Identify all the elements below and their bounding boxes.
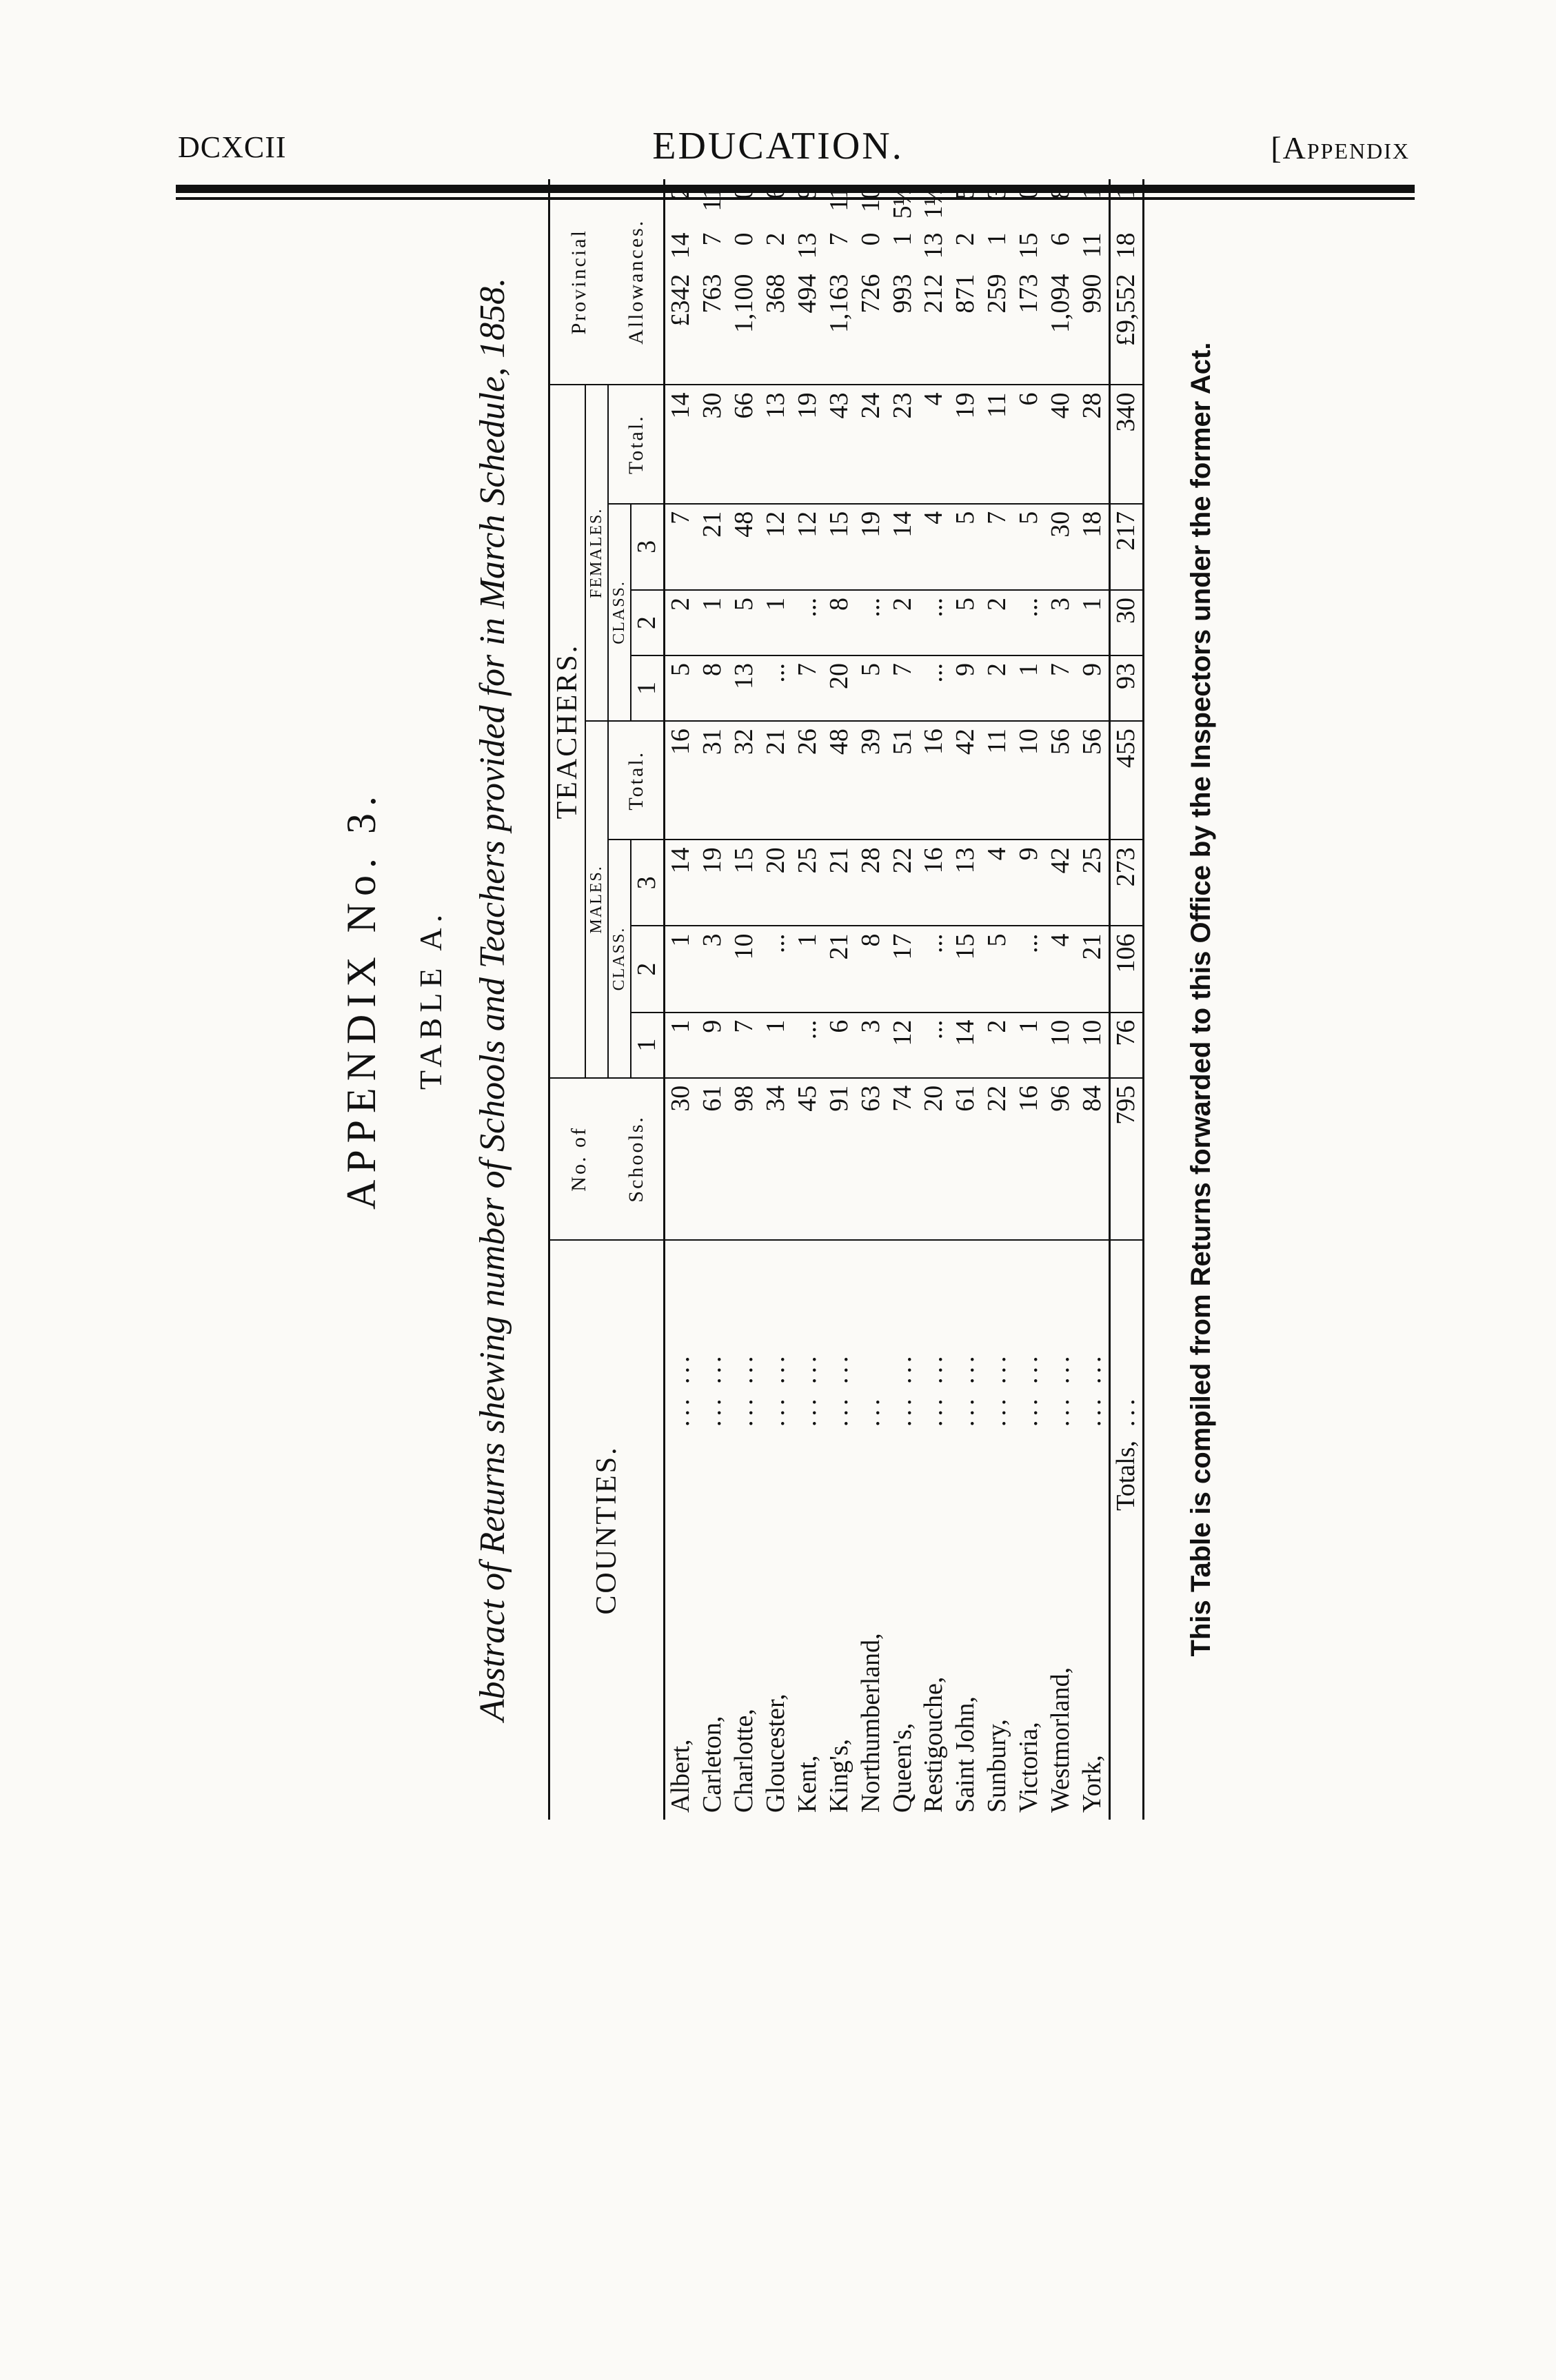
females-class-header: CLASS.	[608, 504, 631, 721]
males-class2-cell: 5	[982, 926, 1013, 1012]
table-row	[887, 179, 919, 1820]
females-class1-cell: 5	[665, 655, 697, 721]
females-class1-cell: ...	[918, 655, 950, 721]
table-row	[824, 179, 856, 1820]
females-class1-cell: 93	[1109, 655, 1143, 721]
females-class1-cell: 1	[1013, 655, 1045, 721]
males-total-cell: 455	[1109, 721, 1143, 840]
county-cell: Totals,	[1109, 1434, 1143, 1820]
females-total-cell: 4	[918, 385, 950, 504]
males-header: MALES.	[585, 721, 608, 1078]
females-class2-cell: 1	[1077, 590, 1109, 655]
males-class1-cell: ...	[792, 1013, 824, 1078]
allowance-pence-cell: 1	[1109, 179, 1143, 226]
allowance-pence-cell: 0	[729, 186, 759, 199]
males-class2-cell: 1	[665, 926, 697, 1012]
males-class2-cell: 17	[887, 926, 919, 1012]
males-class1-cell: 7	[729, 1013, 760, 1078]
females-class-2: 2	[631, 590, 664, 655]
females-header: FEMALES.	[585, 385, 608, 722]
allowance-pence-cell: 11	[698, 186, 727, 212]
schools-cell: 91	[824, 1078, 856, 1240]
females-class1-cell: 5	[856, 655, 887, 721]
males-class1-cell: 2	[982, 1013, 1013, 1078]
allowance-shillings-cell: 7	[698, 232, 727, 246]
males-class3-cell: 22	[887, 840, 919, 926]
females-class1-cell: 7	[792, 655, 824, 721]
allowance-shillings-cell: 6	[1046, 232, 1075, 246]
males-class-header: CLASS.	[608, 840, 631, 1077]
allowance-pounds-cell: 368	[760, 267, 792, 385]
table-row	[792, 179, 824, 1820]
females-class-1: 1	[631, 655, 664, 721]
leader-dots: ... ...	[698, 1352, 727, 1427]
allowance-shillings-cell: 2	[951, 232, 980, 246]
males-total-cell: 16	[918, 721, 950, 840]
males-total-header: Total.	[608, 721, 665, 840]
males-class3-cell: 15	[729, 840, 760, 926]
leader-dots: ... ...	[887, 1352, 917, 1427]
allowance-pounds-cell: £9,552	[1109, 267, 1143, 385]
leader-dots: ... ...	[951, 1352, 980, 1427]
females-class2-cell: 1	[697, 590, 729, 655]
table-row	[982, 179, 1013, 1820]
males-total-cell: 56	[1045, 721, 1077, 840]
county-cell: York,	[1077, 1755, 1107, 1813]
table-row	[950, 179, 982, 1820]
schools-cell: 16	[1013, 1078, 1045, 1240]
males-total-cell: 56	[1077, 721, 1109, 840]
county-cell: Charlotte,	[729, 1709, 759, 1813]
males-class2-cell: 3	[697, 926, 729, 1012]
rotated-table-block	[338, 138, 1255, 1861]
schools-cell: 22	[982, 1078, 1013, 1240]
males-total-cell: 32	[729, 721, 760, 840]
females-class1-cell: 9	[950, 655, 982, 721]
allowance-shillings-cell: 7	[824, 232, 853, 246]
males-total-cell: 26	[792, 721, 824, 840]
males-class2-cell: 15	[950, 926, 982, 1012]
females-class1-cell: 7	[887, 655, 919, 721]
allowance-shillings-cell: 14	[666, 232, 696, 259]
leader-dots: ... ...	[761, 1352, 791, 1427]
allowance-shillings-cell: 13	[919, 232, 949, 259]
males-total-cell: 11	[982, 721, 1013, 840]
allowance-pence-cell: 10	[856, 186, 885, 212]
females-class2-cell: 2	[982, 590, 1013, 655]
males-class1-cell: 10	[1077, 1013, 1109, 1078]
females-class-3: 3	[631, 504, 664, 590]
teachers-header: TEACHERS.	[549, 385, 586, 1078]
table-row	[729, 179, 760, 1820]
table-footnote: This Table is compiled from Returns forwarded to this Office by the Inspectors under the former Act.	[1186, 342, 1216, 1657]
males-class3-cell: 25	[792, 840, 824, 926]
females-class2-cell: 5	[950, 590, 982, 655]
males-total-cell: 10	[1013, 721, 1045, 840]
allowance-shillings-cell: 18	[1109, 226, 1143, 267]
allowance-pounds-cell: 763	[697, 267, 729, 385]
county-cell: Victoria,	[1014, 1722, 1044, 1813]
males-class1-cell: 3	[856, 1013, 887, 1078]
leader-dots: ...	[856, 1394, 885, 1427]
females-class1-cell: 8	[697, 655, 729, 721]
allowance-pounds-cell: 1,163	[824, 267, 856, 385]
leader-dots: ... ...	[1046, 1352, 1075, 1427]
males-class3-cell: 273	[1109, 840, 1143, 926]
females-class3-cell: 12	[760, 504, 792, 590]
allowance-pounds-cell: 990	[1077, 267, 1109, 385]
table-row	[665, 179, 697, 1820]
county-cell: Kent,	[792, 1755, 822, 1813]
females-total-cell: 6	[1013, 385, 1045, 504]
allowance-pence-cell: 8	[1046, 186, 1075, 199]
schools-header-line1: No. of	[549, 1078, 609, 1240]
males-class3-cell: 20	[760, 840, 792, 926]
table-row	[1045, 179, 1077, 1820]
schools-cell: 45	[792, 1078, 824, 1240]
allowance-pence-cell: 0	[1014, 186, 1044, 199]
females-total-cell: 11	[982, 385, 1013, 504]
males-class3-cell: 9	[1013, 840, 1045, 926]
females-total-cell: 19	[792, 385, 824, 504]
females-class2-cell: 8	[824, 590, 856, 655]
allowance-pounds-cell: 494	[792, 267, 824, 385]
males-class1-cell: 1	[665, 1013, 697, 1078]
allowance-shillings-cell: 13	[792, 232, 822, 259]
leader-dots: ... ...	[792, 1352, 822, 1427]
leader-dots: ... ...	[982, 1352, 1012, 1427]
males-class-3: 3	[631, 840, 664, 926]
females-total-cell: 28	[1077, 385, 1109, 504]
schools-header-line2: Schools.	[608, 1078, 665, 1240]
allowance-pounds-cell: 259	[982, 267, 1013, 385]
schools-cell: 20	[918, 1078, 950, 1240]
allowance-pence-cell: 5	[951, 186, 980, 199]
allowance-pounds-cell: 871	[950, 267, 982, 385]
table-body	[665, 179, 1143, 1820]
females-class2-cell: 3	[1045, 590, 1077, 655]
allowance-pounds-cell: 1,094	[1045, 267, 1077, 385]
county-cell: Queen's,	[887, 1722, 917, 1813]
table-row	[856, 179, 887, 1820]
females-class1-cell: 20	[824, 655, 856, 721]
schools-cell: 34	[760, 1078, 792, 1240]
males-class1-cell: ...	[918, 1013, 950, 1078]
females-class1-cell: 13	[729, 655, 760, 721]
females-class3-cell: 5	[950, 504, 982, 590]
males-class3-cell: 28	[856, 840, 887, 926]
counties-header: COUNTIES.	[549, 1240, 665, 1820]
males-class3-cell: 16	[918, 840, 950, 926]
leader-dots: ... ...	[919, 1352, 949, 1427]
county-cell: Sunbury,	[982, 1719, 1012, 1813]
males-class1-cell: 9	[697, 1013, 729, 1078]
table-title: TABLE A.	[413, 908, 448, 1090]
table-row	[1013, 179, 1045, 1820]
leader-dots: ... ...	[824, 1352, 853, 1427]
females-class3-cell: 14	[887, 504, 919, 590]
males-class1-cell: 10	[1045, 1013, 1077, 1078]
schools-teachers-table	[548, 179, 1144, 1820]
allowance-pounds-cell: 212	[918, 267, 950, 385]
leader-dots: ...	[1109, 1240, 1143, 1434]
county-cell: Westmorland,	[1046, 1667, 1075, 1813]
allowance-pounds-cell: 173	[1013, 267, 1045, 385]
females-total-cell: 23	[887, 385, 919, 504]
females-class1-cell: 2	[982, 655, 1013, 721]
females-total-cell: 30	[697, 385, 729, 504]
schools-cell: 74	[887, 1078, 919, 1240]
females-class2-cell: 5	[729, 590, 760, 655]
allowance-pounds-cell: £342	[665, 267, 697, 385]
males-class2-cell: 10	[729, 926, 760, 1012]
males-class-1: 1	[631, 1013, 664, 1078]
schools-cell: 61	[697, 1078, 729, 1240]
females-class2-cell: ...	[918, 590, 950, 655]
county-cell: Restigouche,	[919, 1676, 949, 1813]
schools-cell: 98	[729, 1078, 760, 1240]
county-cell: Northumberland,	[856, 1633, 885, 1813]
totals-row	[1109, 179, 1143, 1820]
schools-cell: 795	[1109, 1078, 1143, 1240]
table-row	[760, 179, 792, 1820]
allowance-pounds-cell: 1,100	[729, 267, 760, 385]
females-total-cell: 43	[824, 385, 856, 504]
leader-dots: ... ...	[1014, 1352, 1044, 1427]
males-class1-cell: 12	[887, 1013, 919, 1078]
males-class1-cell: 1	[1013, 1013, 1045, 1078]
allowance-pence-cell: 9	[792, 186, 822, 199]
males-class3-cell: 19	[697, 840, 729, 926]
allowance-pence-cell: 3	[982, 186, 1012, 199]
males-class2-cell: 21	[824, 926, 856, 1012]
females-total-cell: 19	[950, 385, 982, 504]
males-class3-cell: 4	[982, 840, 1013, 926]
males-class3-cell: 14	[665, 840, 697, 926]
females-class3-cell: 21	[697, 504, 729, 590]
running-title: EDUCATION.	[652, 125, 904, 167]
females-total-cell: 66	[729, 385, 760, 504]
males-class2-cell: 8	[856, 926, 887, 1012]
males-class2-cell: 21	[1077, 926, 1109, 1012]
allowance-pounds-cell: 993	[887, 267, 919, 385]
males-class1-cell: 1	[760, 1013, 792, 1078]
females-class3-cell: 48	[729, 504, 760, 590]
county-cell: Gloucester,	[761, 1694, 791, 1813]
males-class2-cell: 4	[1045, 926, 1077, 1012]
allowance-pence-cell: 1½	[919, 186, 949, 219]
females-class3-cell: 7	[982, 504, 1013, 590]
males-class-2: 2	[631, 926, 664, 1012]
allowances-header-line1: Provincial	[549, 179, 609, 385]
females-class2-cell: 30	[1109, 590, 1143, 655]
males-class1-cell: 76	[1109, 1013, 1143, 1078]
females-class2-cell: ...	[856, 590, 887, 655]
males-class3-cell: 25	[1077, 840, 1109, 926]
leader-dots: ... ...	[666, 1352, 696, 1427]
females-total-cell: 13	[760, 385, 792, 504]
females-class3-cell: 30	[1045, 504, 1077, 590]
males-class2-cell: 1	[792, 926, 824, 1012]
males-total-cell: 42	[950, 721, 982, 840]
males-total-cell: 21	[760, 721, 792, 840]
males-total-cell: 39	[856, 721, 887, 840]
allowance-pence-cell: 6	[761, 186, 791, 199]
allowance-pence-cell: 2	[666, 186, 696, 199]
county-cell: Carleton,	[698, 1716, 727, 1813]
county-cell: King's,	[824, 1738, 853, 1813]
section-label: [Appendix	[1271, 130, 1410, 165]
county-cell: Saint John,	[951, 1696, 980, 1813]
allowance-pence-cell: 5½	[887, 186, 917, 219]
leader-dots: ... ...	[729, 1352, 759, 1427]
males-class2-cell: ...	[760, 926, 792, 1012]
females-total-cell: 14	[665, 385, 697, 504]
allowance-shillings-cell: 0	[729, 232, 759, 246]
allowance-pence-cell: 1	[1077, 186, 1107, 199]
males-class2-cell: ...	[1013, 926, 1045, 1012]
females-class1-cell: 9	[1077, 655, 1109, 721]
males-class3-cell: 13	[950, 840, 982, 926]
males-class1-cell: 6	[824, 1013, 856, 1078]
females-class3-cell: 15	[824, 504, 856, 590]
page-number: DCXCII	[178, 130, 287, 164]
females-class3-cell: 19	[856, 504, 887, 590]
females-total-cell: 340	[1109, 385, 1143, 504]
females-class2-cell: ...	[1013, 590, 1045, 655]
allowance-pounds-cell: 726	[856, 267, 887, 385]
allowance-shillings-cell: 2	[761, 232, 791, 246]
schools-cell: 30	[665, 1078, 697, 1240]
females-class3-cell: 5	[1013, 504, 1045, 590]
females-class2-cell: ...	[792, 590, 824, 655]
allowance-shillings-cell: 1	[982, 232, 1012, 246]
allowance-shillings-cell: 11	[1077, 232, 1107, 258]
females-class2-cell: 2	[887, 590, 919, 655]
males-class3-cell: 42	[1045, 840, 1077, 926]
females-class2-cell: 2	[665, 590, 697, 655]
table-row	[697, 179, 729, 1820]
females-class3-cell: 18	[1077, 504, 1109, 590]
table-caption: Abstract of Returns shewing number of Schools and Teachers provided for in March Schedule, 1858.	[473, 277, 512, 1722]
females-class1-cell: 7	[1045, 655, 1077, 721]
males-total-cell: 48	[824, 721, 856, 840]
females-class3-cell: 12	[792, 504, 824, 590]
females-total-header: Total.	[608, 385, 665, 504]
leader-dots: ... ...	[1077, 1352, 1107, 1427]
appendix-title: APPENDIX No. 3.	[339, 789, 384, 1210]
allowance-shillings-cell: 15	[1014, 232, 1044, 259]
females-class3-cell: 217	[1109, 504, 1143, 590]
county-cell: Albert,	[666, 1739, 696, 1813]
males-total-cell: 31	[697, 721, 729, 840]
females-class1-cell: ...	[760, 655, 792, 721]
allowance-pence-cell: 11	[824, 186, 853, 212]
allowance-shillings-cell: 1	[887, 232, 917, 246]
males-total-cell: 16	[665, 721, 697, 840]
table-row	[1077, 179, 1109, 1820]
table-row	[918, 179, 950, 1820]
females-total-cell: 40	[1045, 385, 1077, 504]
schools-cell: 84	[1077, 1078, 1109, 1240]
males-class2-cell: ...	[918, 926, 950, 1012]
males-class3-cell: 21	[824, 840, 856, 926]
allowance-shillings-cell: 0	[856, 232, 885, 246]
schools-cell: 96	[1045, 1078, 1077, 1240]
allowances-header-line2: Allowances.	[608, 179, 665, 385]
males-class2-cell: 106	[1109, 926, 1143, 1012]
males-total-cell: 51	[887, 721, 919, 840]
schools-cell: 63	[856, 1078, 887, 1240]
males-class1-cell: 14	[950, 1013, 982, 1078]
females-class2-cell: 1	[760, 590, 792, 655]
schools-cell: 61	[950, 1078, 982, 1240]
females-class3-cell: 4	[918, 504, 950, 590]
females-total-cell: 24	[856, 385, 887, 504]
females-class3-cell: 7	[665, 504, 697, 590]
